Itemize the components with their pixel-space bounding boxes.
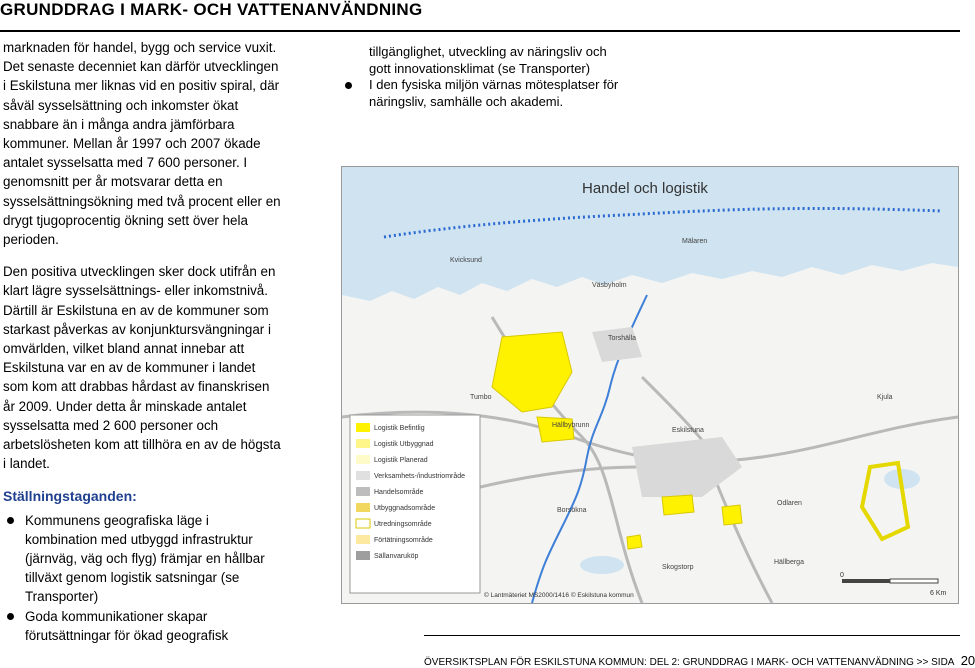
legend-label-6: Utbyggnadsområde bbox=[374, 505, 436, 512]
label-torshalla: Torshälla bbox=[608, 335, 637, 342]
label-vasbyholm: Väsbyholm bbox=[592, 282, 627, 289]
list-item: Goda kommunikationer skapar förutsättningar för ökad geografisk bbox=[3, 607, 281, 645]
left-column bbox=[3, 38, 281, 645]
label-hallbybrunn: Hällbybrunn bbox=[552, 422, 590, 429]
right-list bbox=[369, 77, 629, 110]
label-odlaren: Odlaren bbox=[777, 500, 802, 507]
map-graphic bbox=[342, 167, 958, 603]
legend-label-4: Verksamhets-/industriområde bbox=[374, 473, 466, 480]
list-item: I den fysiska miljön värnas mötesplatser för näringsliv, samhälle och akademi. bbox=[369, 77, 629, 110]
logistics-map bbox=[341, 166, 959, 604]
page-header-title: GRUNDDRAG I MARK- OCH VATTENANVÄNDNING bbox=[0, 0, 423, 19]
map-credit: © Lantmäteriet MS2000/1416 © Eskilstuna kommun bbox=[484, 592, 634, 599]
footer-rule bbox=[424, 635, 960, 636]
paragraph-1: marknaden för handel, bygg och service vuxit. Det senaste decenniet kan därför utvecklingen i Eskilstuna mer liknas vid en positiv spiral, där såväl sysselsättning och inkomster ökat snabbare än i många andra jämförbara kommuner. Mellan år 1997 och 2007 ökade antalet sysselsatta med 7 600 personer. I genomsnitt per år motsvarar detta en sysselsättningsökning med två procent eller en drygt tjugoprocentig ökning sett över hela perioden. bbox=[3, 40, 281, 248]
map-title: Handel och logistik bbox=[582, 180, 708, 197]
bullet-icon bbox=[345, 82, 352, 89]
positions-heading: Ställningstaganden: bbox=[3, 488, 137, 505]
footer-text: ÖVERSIKTSPLAN FÖR ESKILSTUNA KOMMUN: DEL 2: GRUNDDRAG I MARK- OCH VATTENANVÄDNING >> SIDA bbox=[424, 657, 954, 668]
legend-label-9: Sällanvaruköp bbox=[374, 553, 419, 560]
label-kjula: Kjula bbox=[877, 394, 893, 401]
legend-label-7: Utredningsområde bbox=[374, 521, 432, 528]
list-item: Kommunens geografiska läge i kombination med utbyggd infrastruktur (järnväg, väg och flyg) främjar en hållbar tillväxt genom logistik satsningar (se Transporter) bbox=[3, 511, 281, 607]
label-hallberga: Hällberga bbox=[774, 559, 804, 566]
scale-zero: 0 bbox=[840, 572, 844, 579]
continued-bullet-text: tillgänglighet, utveckling av näringsliv och gott innovationsklimat (se Transporter) bbox=[369, 44, 607, 76]
legend-label-1: Logistik Befintlig bbox=[374, 425, 425, 432]
scale-six: 6 Km bbox=[930, 590, 947, 597]
positions-list bbox=[3, 511, 281, 645]
label-malaren: Mälaren bbox=[682, 238, 708, 245]
map-legend bbox=[350, 415, 480, 593]
legend-label-3: Logistik Planerad bbox=[374, 457, 428, 464]
label-kvicksund: Kvicksund bbox=[450, 257, 482, 264]
label-borsokna: Borsökna bbox=[557, 507, 587, 514]
legend-label-5: Handelsområde bbox=[374, 489, 424, 496]
bullet-icon bbox=[7, 517, 14, 524]
paragraph-2: Den positiva utvecklingen sker dock utifrån en klart lägre sysselsättnings- eller inkomstnivå. Därtill är Eskilstuna en av de kommuner som starkast påverkas av konjunktursvängningar i omvärlden, vilket bland annat innebar att Eskilstuna var en av de kommuner i landet som kom att drabbas hårdast av finanskrisen år 2009. Under detta år minskade antalet sysselsatta med 2 600 personer och arbetslösheten kom att tillhöra en av de högsta i landet. bbox=[3, 264, 281, 472]
label-skogstorp: Skogstorp bbox=[662, 564, 694, 571]
lake-small bbox=[580, 556, 624, 574]
legend-label-8: Förtätningsområde bbox=[374, 537, 433, 544]
label-tumbo: Tumbo bbox=[470, 394, 492, 401]
right-column-text bbox=[369, 44, 629, 110]
page-footer bbox=[424, 653, 975, 668]
bullet-icon bbox=[7, 613, 14, 620]
header-rule bbox=[0, 30, 960, 32]
legend-label-2: Logistik Utbyggnad bbox=[374, 441, 434, 448]
page-number: 20 bbox=[960, 653, 975, 668]
label-eskilstuna: Eskilstuna bbox=[672, 427, 704, 434]
